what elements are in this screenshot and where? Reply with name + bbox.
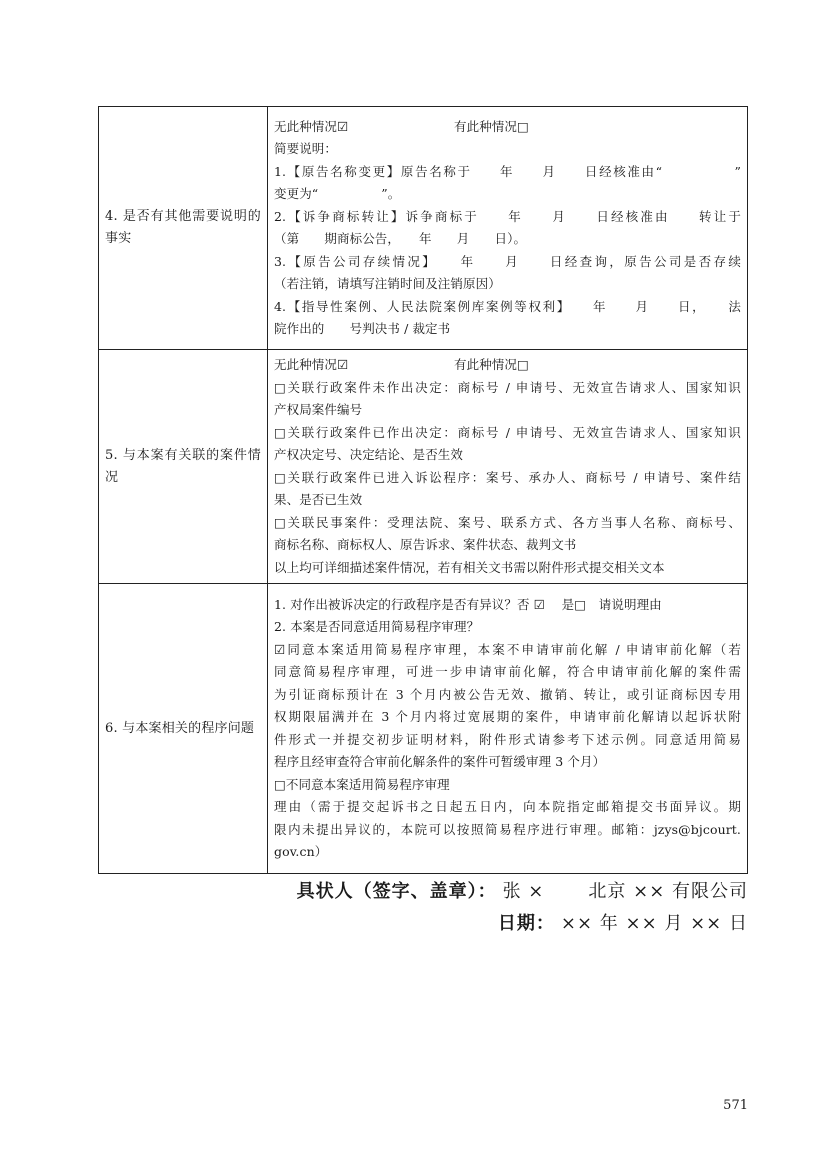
text-line: 变更为“ ”。 bbox=[274, 186, 401, 201]
text-line: 为引证商标预计在 3 个月内被公告无效、撤销、转让，或引证商标因专用 bbox=[274, 686, 741, 702]
option-none[interactable]: 无此种情况☑ bbox=[274, 357, 349, 372]
text-line: 件形式一并提交初步证明材料，附件形式请参考下述示例。同意适用简易 bbox=[274, 731, 741, 747]
page-number: 571 bbox=[723, 1098, 748, 1113]
option-has[interactable]: 有此种情况□ bbox=[454, 118, 529, 134]
text-line: 简要说明： bbox=[274, 141, 338, 156]
text-line: 产权决定号、决定结论、是否生效 bbox=[274, 447, 464, 462]
text-line: 果、是否已生效 bbox=[274, 492, 363, 507]
text-line: □关联行政案件未作出决定：商标号 / 申请号、无效宣告请求人、国家知识 bbox=[274, 379, 741, 395]
text-line: 程序且经审查符合审前化解条件的案件可暂缓审理 3 个月） bbox=[274, 754, 606, 769]
option-has[interactable]: 有此种情况□ bbox=[454, 357, 529, 372]
text-line: 同意简易程序审理，可进一步申请审前化解，符合申请审前化解的案件需 bbox=[274, 664, 741, 679]
text-line: □关联行政案件已作出决定：商标号 / 申请号、无效宣告请求人、国家知识 bbox=[274, 424, 741, 440]
signer-name: 张 × bbox=[502, 881, 545, 902]
date-row bbox=[297, 908, 748, 940]
row-content bbox=[268, 107, 748, 350]
option-line bbox=[274, 354, 741, 377]
row-label: 6. 与本案相关的程序问题 bbox=[99, 584, 268, 874]
text-line: （若注销，请填写注销时间及注销原因） bbox=[274, 276, 501, 291]
text-line: 产权局案件编号 bbox=[274, 402, 363, 417]
text-line: □不同意本案适用简易程序审理 bbox=[274, 776, 450, 792]
row-content bbox=[268, 350, 748, 584]
text-line: 3.【原告公司存续情况】 年 月 日经查询，原告公司是否存续 bbox=[274, 253, 741, 269]
text-line: ☑同意本案适用简易程序审理，本案不申请审前化解 / 申请审前化解（若 bbox=[274, 641, 741, 657]
text-line: 理由（需于提交起诉书之日起五日内，向本院指定邮箱提交书面异议。期 bbox=[274, 799, 741, 814]
signer-label: 具状人（签字、盖章）： bbox=[296, 881, 497, 902]
text-line: 商标名称、商标权人、原告诉求、案件状态、裁判文书 bbox=[274, 537, 577, 552]
text-line: （第 期商标公告， 年 月 日）。 bbox=[274, 231, 527, 246]
row-label: 4. 是否有其他需要说明的事实 bbox=[99, 107, 268, 350]
table-row bbox=[99, 584, 748, 874]
text-line: 以上均可详细描述案件情况，若有相关文书需以附件形式提交相关文本 bbox=[274, 559, 665, 575]
row-content bbox=[268, 584, 748, 874]
complaint-form-table bbox=[98, 106, 748, 874]
text-line: 4.【指导性案例、人民法院案例库案例等权利】 年 月 日， 法 bbox=[274, 298, 741, 314]
text-line: 1. 对作出被诉决定的行政程序是否有异议？否 ☑ 是□ 请说明理由 bbox=[274, 596, 662, 612]
option-line bbox=[274, 116, 741, 139]
signer-company: 北京 ×× 有限公司 bbox=[588, 881, 748, 902]
text-line: gov.cn） bbox=[274, 844, 328, 859]
text-line: 权期限届满并在 3 个月内将过宽展期的案件，申请审前化解请以起诉状附 bbox=[274, 709, 741, 724]
signer-row bbox=[297, 876, 748, 908]
text-line: □关联民事案件：受理法院、案号、联系方式、各方当事人名称、商标号、 bbox=[274, 514, 741, 530]
text-line: 2.【诉争商标转让】诉争商标于 年 月 日经核准由 转让于 bbox=[274, 208, 741, 224]
table-row bbox=[99, 107, 748, 350]
text-line: 限内未提出异议的，本院可以按照简易程序进行审理。邮箱：jzys@bjcourt. bbox=[274, 821, 741, 837]
row-label: 5. 与本案有关联的案件情况 bbox=[99, 350, 268, 584]
text-line: 2. 本案是否同意适用简易程序审理？ bbox=[274, 619, 480, 634]
option-none[interactable]: 无此种情况☑ bbox=[274, 118, 349, 134]
date-value: ×× 年 ×× 月 ×× 日 bbox=[560, 913, 748, 934]
table-row bbox=[99, 350, 748, 584]
date-label: 日期： bbox=[497, 913, 555, 934]
text-line: □关联行政案件已进入诉讼程序：案号、承办人、商标号 / 申请号、案件结 bbox=[274, 469, 741, 485]
text-line: 1.【原告名称变更】原告名称于 年 月 日经核准由“ ” bbox=[274, 163, 741, 179]
signature-block bbox=[297, 876, 748, 940]
text-line: 院作出的 号判决书 / 裁定书 bbox=[274, 321, 451, 336]
